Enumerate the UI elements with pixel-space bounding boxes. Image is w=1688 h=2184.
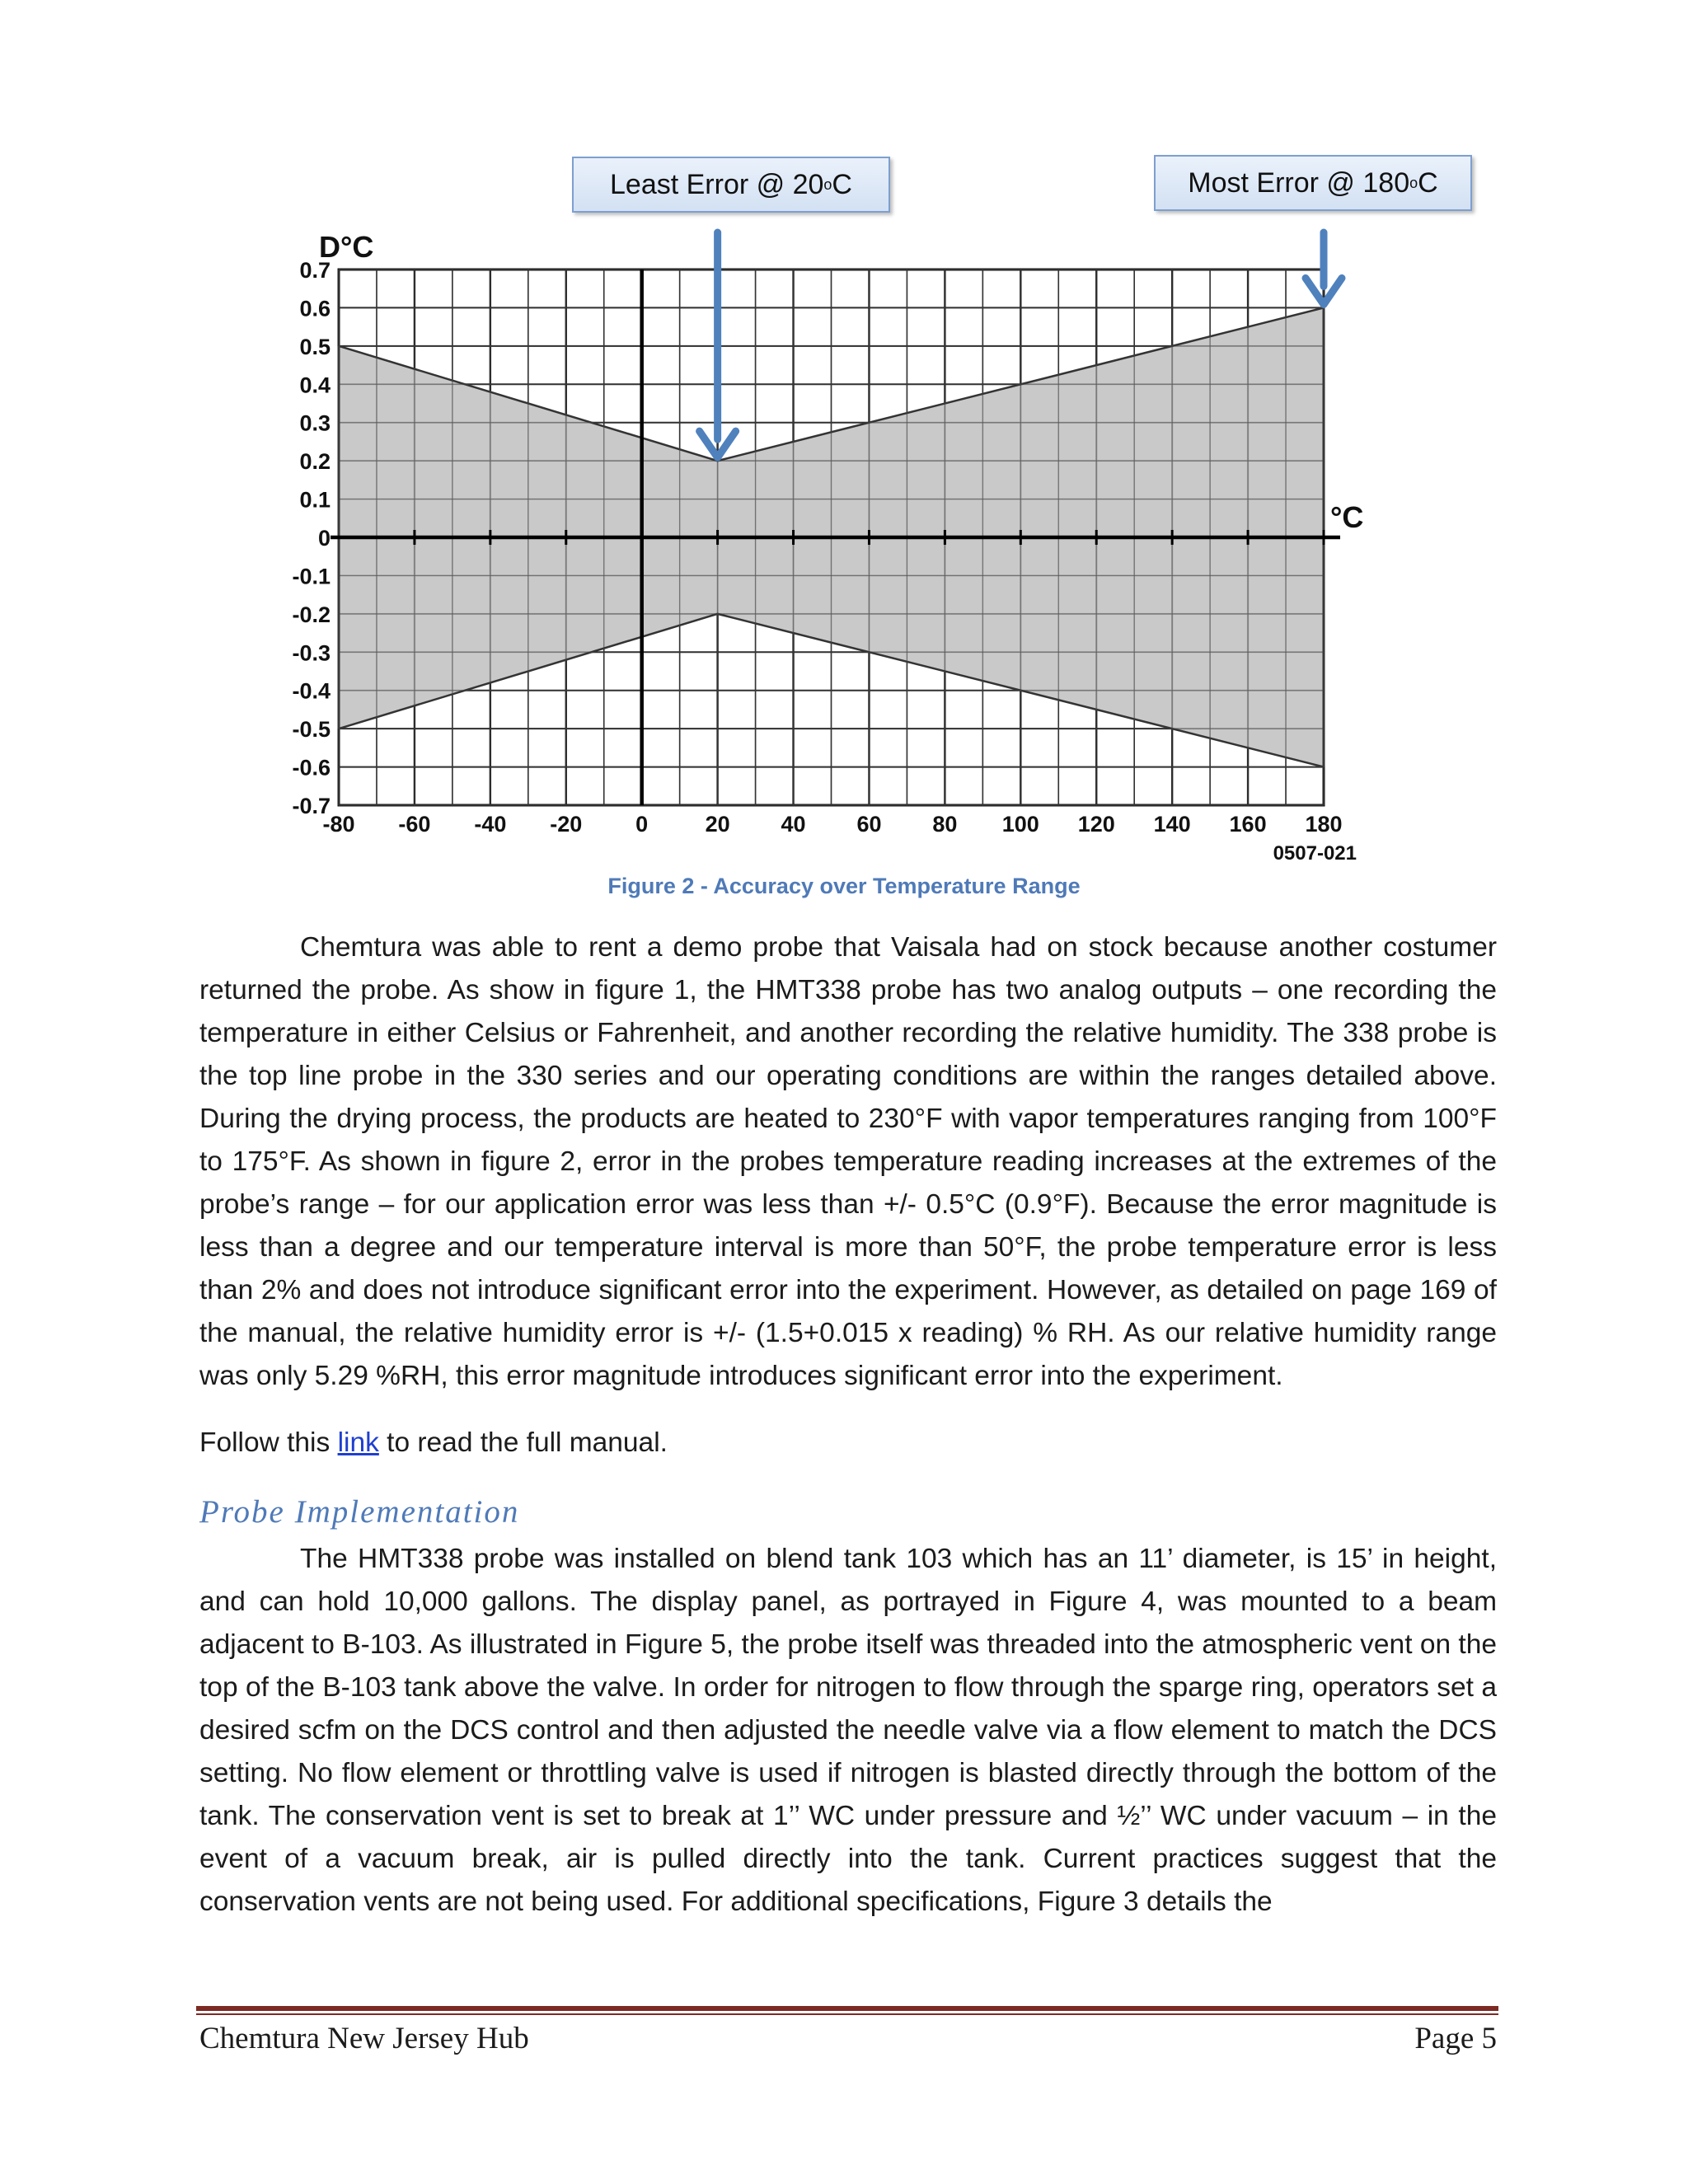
x-tick-label: 100: [1001, 812, 1039, 837]
most-error-unit: C: [1418, 166, 1438, 199]
x-axis-title: °C: [1330, 500, 1364, 534]
x-tick-label: 80: [932, 812, 958, 837]
footer-org: Chemtura New Jersey Hub: [199, 2022, 529, 2055]
y-tick-label: -0.7: [292, 794, 331, 818]
x-tick-label: -60: [398, 812, 431, 837]
body-paragraph-2: [199, 1538, 1497, 1924]
x-tick-label: 140: [1153, 812, 1191, 837]
x-tick-label: -40: [474, 812, 507, 837]
most-error-degree: o: [1409, 174, 1418, 191]
paragraph-1-text: Chemtura was able to rent a demo probe that Vaisala had on stock because another costumer returned the probe. As show in figure 1, the HMT338 probe has two analog outputs – one recording the temperature in either Celsius or Fahrenheit, and another recording the relative humidity. The 338 probe is the top line probe in the 330 series and our operating conditions are within the ranges detailed above. During the drying process, the products are heated to 230°F with vapor temperatures ranging from 100°F to 175°F. As shown in figure 2, error in the probes temperature reading increases at the extremes of the probe’s range – for our application error was less than +/- 0.5°C (0.9°F). Because the error magnitude is less than a degree and our temperature interval is more than 50°F, the probe temperature error is less than 2% and does not introduce significant error into the experiment. However, as detailed on page 169 of the manual, the relative humidity error is +/- (1.5+0.015 x reading) % RH. As our relative humidity range was only 5.29 %RH, this error magnitude introduces significant error into the experiment.: [199, 932, 1497, 1391]
figure-caption: Figure 2 - Accuracy over Temperature Range: [607, 874, 1081, 898]
x-tick-label: -80: [322, 812, 355, 837]
least-error-label: Least Error @ 20: [610, 168, 824, 200]
manual-link[interactable]: link: [337, 1427, 379, 1458]
x-tick-label: 40: [781, 812, 806, 837]
figure-code: 0507-021: [1273, 842, 1357, 865]
x-tick-label: 160: [1229, 812, 1267, 837]
y-tick-label: 0.6: [299, 296, 331, 321]
follow-link-line: [199, 1422, 1497, 1465]
x-tick-label: 180: [1305, 812, 1343, 837]
y-tick-label: -0.4: [292, 678, 331, 704]
y-tick-label: 0.2: [299, 449, 331, 475]
x-tick-label: -20: [550, 812, 583, 837]
x-tick-label: 60: [856, 812, 882, 837]
footer-rule-thin: [196, 2013, 1498, 2015]
page-number: Page 5: [1414, 2022, 1497, 2055]
paragraph-2-text: The HMT338 probe was installed on blend tank 103 which has an 11’ diameter, is 15’ in height, and can hold 10,000 gallons. The display panel, as portrayed in Figure 4, was mounted to a beam adjacent to B-103. As illustrated in Figure 5, the probe itself was threaded into the atmospheric vent on the top of the B-103 tank above the valve. In order for nitrogen to flow through the sparge ring, operators set a desired scfm on the DCS control and then adjusted the needle valve via a flow element to match the DCS setting. No flow element or throttling valve is used if nitrogen is blasted directly through the bottom of the tank. The conservation vent is set to break at 1’’ WC under pressure and ½’’ WC under vacuum – in the event of a vacuum break, air is pulled directly into the tank. Current practices suggest that the conservation vents are not being used. For additional specifications, Figure 3 details the: [199, 1544, 1497, 1917]
y-tick-label: 0: [317, 526, 331, 551]
x-tick-label: 120: [1077, 812, 1115, 837]
y-axis-title: D°C: [319, 230, 374, 264]
y-tick-label: -0.6: [292, 755, 331, 780]
y-tick-label: 0.7: [299, 258, 331, 283]
x-tick-label: 0: [635, 812, 649, 837]
y-tick-label: -0.2: [292, 602, 331, 627]
accuracy-chart: [272, 140, 1401, 882]
y-tick-label: 0.3: [299, 410, 331, 436]
y-tick-label: -0.5: [292, 717, 331, 743]
section-heading: Probe Implementation: [199, 1494, 520, 1530]
follow-suffix: to read the full manual.: [378, 1427, 668, 1458]
least-error-degree: o: [823, 176, 832, 193]
y-tick-label: 0.4: [299, 373, 331, 398]
y-tick-label: 0.5: [299, 334, 331, 359]
least-error-unit: C: [832, 168, 852, 200]
most-error-label: Most Error @ 180: [1188, 166, 1410, 199]
footer-rule: [196, 2006, 1498, 2011]
y-tick-label: -0.1: [292, 564, 331, 589]
y-tick-label: -0.3: [292, 640, 331, 666]
x-tick-label: 20: [705, 812, 730, 837]
follow-prefix: Follow this: [199, 1427, 338, 1458]
y-tick-label: 0.1: [299, 487, 331, 513]
body-paragraph-1: [199, 926, 1497, 1398]
